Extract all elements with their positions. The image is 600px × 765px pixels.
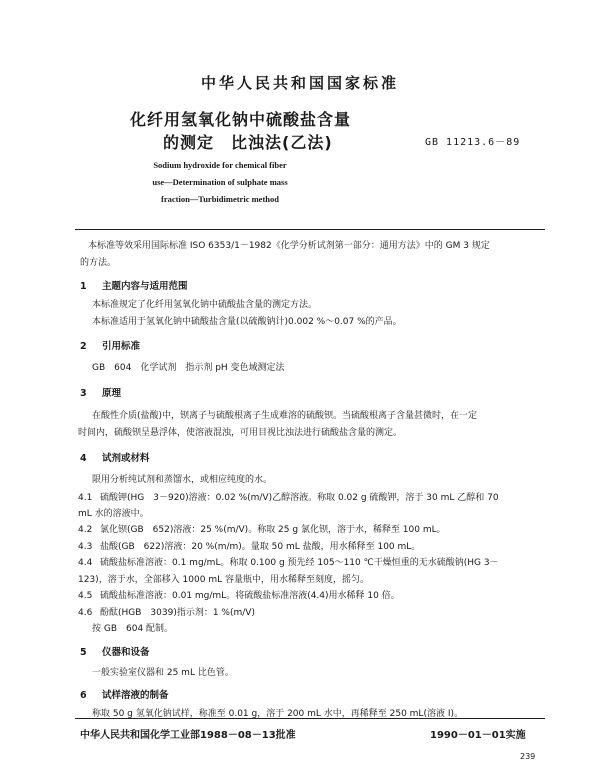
clause-4-5-number: 4.5 bbox=[78, 591, 93, 601]
section-1-title: 主题内容与适用范围 bbox=[102, 281, 188, 292]
section-6-para1: 称取 50 g 氢氧化钠试样，称准至 0.01 g，溶于 200 mL 水中，再稀释至 250 mL(溶液 I)。 bbox=[92, 709, 463, 719]
section-1-number: 1 bbox=[80, 281, 87, 292]
section-3-heading bbox=[80, 385, 121, 399]
section-4-intro: 限用分析纯试剂和蒸馏水，或相应纯度的水。 bbox=[92, 475, 273, 485]
document-title-line1: 化纤用氢氧化钠中硫酸盐含量 bbox=[130, 110, 352, 129]
clause-4-1-number: 4.1 bbox=[78, 493, 93, 503]
document-title-line2: 的测定 比浊法(乙法) bbox=[163, 133, 333, 152]
section-6-number: 6 bbox=[80, 690, 87, 701]
clause-4-6 bbox=[78, 605, 255, 618]
clause-4-4-text: 硫酸盐标准溶液：0.1 mg/mL。称取 0.100 g 预先经 105～110 ℃干燥恒重的无水硫酸钠(HG 3－ bbox=[100, 558, 499, 568]
section-4-heading bbox=[80, 450, 150, 464]
section-2-number: 2 bbox=[80, 341, 87, 352]
clause-4-4-number: 4.4 bbox=[78, 558, 93, 568]
section-5-number: 5 bbox=[80, 647, 87, 658]
section-6-heading bbox=[80, 687, 169, 701]
section-1-para2: 本标准适用于氢氧化钠中硫酸盐含量(以硫酸钠计)0.002 %～0.07 %的产品。 bbox=[92, 317, 402, 327]
clause-4-5 bbox=[78, 588, 400, 601]
clause-4-4 bbox=[78, 555, 499, 568]
section-3-para2: 时间内，硫酸钡呈悬浮体，使溶液混浊，可用目视比浊法进行硫酸盐含量的测定。 bbox=[78, 428, 403, 438]
implementation-date: 1990－01－01实施 bbox=[430, 730, 526, 741]
page-number: 239 bbox=[520, 752, 536, 761]
section-6-title: 试样溶液的制备 bbox=[102, 690, 169, 701]
english-title-line3: fraction—Turbidimetric method bbox=[161, 194, 279, 204]
section-3-number: 3 bbox=[80, 388, 87, 399]
clause-4-1-text: 硫酸钾(HG 3－920)溶液：0.02 %(m/V)乙醇溶液。称取 0.02 g 硫酸钾，溶于 30 mL 乙醇和 70 bbox=[100, 493, 499, 503]
section-3-title: 原理 bbox=[102, 388, 122, 399]
clause-4-1-cont: mL 水的溶液中。 bbox=[78, 509, 149, 519]
section-2-para1: GB 604 化学试剂 指示剂 pH 变色域测定法 bbox=[92, 363, 285, 373]
clause-4-4-cont: 123)，溶于水，全部移入 1000 mL 容量瓶中，用水稀释至刻度，摇匀。 bbox=[78, 575, 369, 585]
clause-4-2-number: 4.2 bbox=[78, 525, 93, 535]
clause-4-2 bbox=[78, 522, 446, 535]
clause-4-6-number: 4.6 bbox=[78, 608, 93, 618]
clause-4-3-number: 4.3 bbox=[78, 542, 93, 552]
section-1-heading bbox=[80, 278, 188, 292]
section-1-para1: 本标准规定了化纤用氢氧化钠中硫酸盐含量的测定方法。 bbox=[92, 300, 318, 310]
section-5-title: 仪器和设备 bbox=[102, 647, 150, 658]
clause-4-5-text: 硫酸盐标准溶液：0.01 mg/mL。将硫酸盐标准溶液(4.4)用水稀释 10 倍。 bbox=[100, 591, 400, 601]
section-5-para1: 一般实验室仪器和 25 mL 比色管。 bbox=[92, 668, 234, 678]
section-4-title: 试剂或材料 bbox=[102, 453, 150, 464]
english-title-line2: use—Determination of sulphate mass bbox=[152, 177, 288, 187]
section-2-heading bbox=[80, 338, 140, 352]
section-5-heading bbox=[80, 644, 150, 658]
clause-4-2-text: 氯化钡(GB 652)溶液：25 %(m/V)。称取 25 g 氯化钡，溶于水，稀释至 100 mL。 bbox=[100, 525, 446, 535]
section-4-number: 4 bbox=[80, 453, 87, 464]
standard-type-heading: 中华人民共和国国家标准 bbox=[200, 74, 399, 92]
clause-4-3-text: 盐酸(GB 622)溶液：20 %(m/m)。量取 50 mL 盐酸，用水稀释至 100 mL。 bbox=[100, 542, 421, 552]
clause-4-6-text: 酚酞(HGB 3039)指示剂：1 %(m/V) bbox=[100, 608, 255, 618]
section-2-title: 引用标准 bbox=[102, 341, 141, 352]
header-divider bbox=[75, 229, 545, 230]
standard-number: GB 11213.6－89 bbox=[425, 137, 521, 148]
approval-statement: 中华人民共和国化学工业部1988－08－13批准 bbox=[80, 730, 296, 741]
clause-4-1 bbox=[78, 490, 499, 503]
intro-line1: 本标准等效采用国际标准 ISO 6353/1－1982《化学分析试剂第一部分：通用方法》中的 GM 3 规定 bbox=[88, 241, 490, 251]
english-title-line1: Sodium hydroxide for chemical fiber bbox=[153, 160, 287, 170]
intro-line2: 的方法。 bbox=[80, 258, 117, 268]
footer-divider bbox=[75, 718, 545, 719]
clause-4-3 bbox=[78, 539, 420, 552]
clause-4-6-cont: 按 GB 604 配制。 bbox=[92, 624, 174, 634]
section-3-para1: 在酸性介质(盐酸)中，钡离子与硫酸根离子生成难溶的硫酸钡。当硫酸根离子含量甚微时，在一定 bbox=[92, 411, 478, 421]
